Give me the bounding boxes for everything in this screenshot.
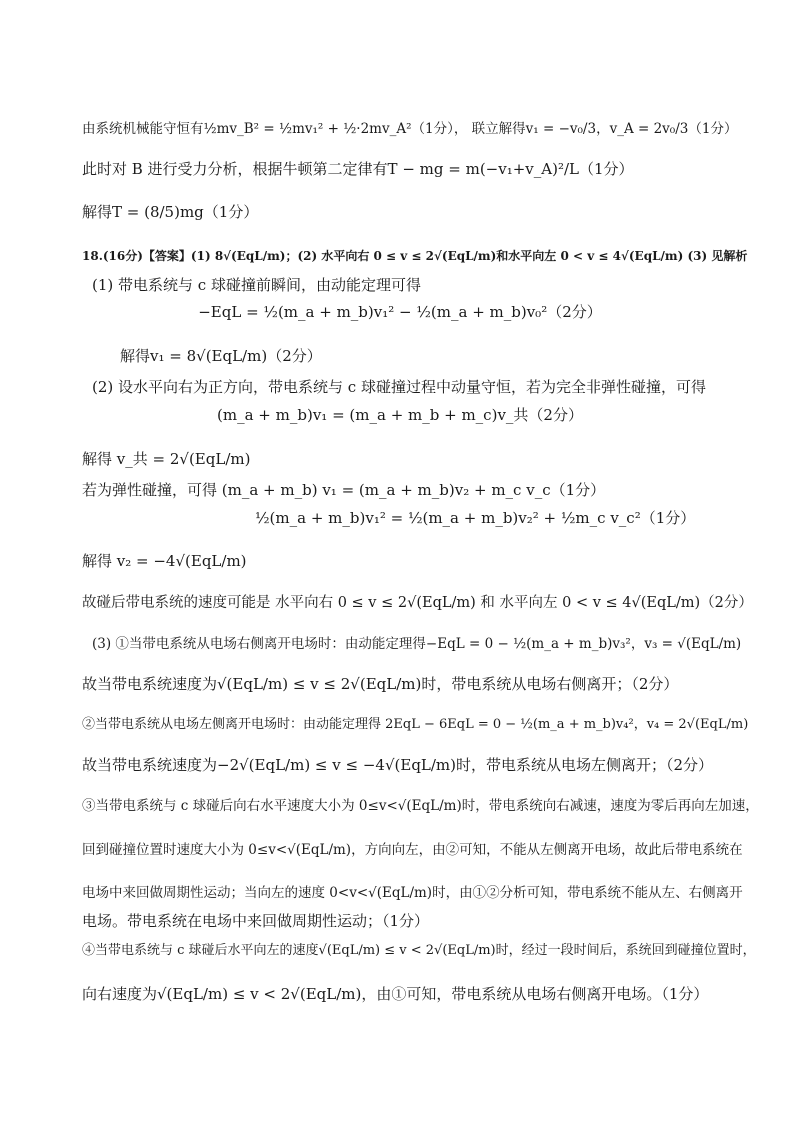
post-collision-velocity-summary: 故碰后带电系统的速度可能是 水平向右 0 ≤ v ≤ 2√(EqL/m) 和 水平向左 0 < v ≤ 4√(EqL/m)（2分） bbox=[82, 595, 753, 611]
elastic-momentum-line: 若为弹性碰撞，可得 (m_a + m_b) v₁ = (m_a + m_b)v₂ + m_c v_c（1分） bbox=[82, 481, 606, 499]
part1-equation: −EqL = ½(m_a + m_b)v₁² − ½(m_a + m_b)v₀²（2分） bbox=[198, 303, 602, 321]
inelastic-equation: (m_a + m_b)v₁ = (m_a + m_b + m_c)v_共（2分） bbox=[217, 406, 583, 424]
part3-case2-conclusion: 故当带电系统速度为−2√(EqL/m) ≤ v ≤ −4√(EqL/m)时，带电系统从电场左侧离开；（2分） bbox=[82, 756, 714, 774]
part3-case1: (3) ①当带电系统从电场右侧离开电场时：由动能定理得−EqL = 0 − ½(m_a + m_b)v₃²，v₃ = √(EqL/m) bbox=[92, 636, 742, 652]
v2-result: 解得 v₂ = −4√(EqL/m) bbox=[82, 552, 247, 570]
part3-case3-line4: 电场。带电系统在电场中来回做周期性运动；（1分） bbox=[82, 912, 430, 930]
part1-result: 解得v₁ = 8√(EqL/m)（2分） bbox=[120, 347, 322, 365]
tension-result-line: 解得T = (8/5)mg（1分） bbox=[82, 203, 259, 221]
part3-case2: ②当带电系统从电场左侧离开电场时：由动能定理得 2EqL − 6EqL = 0 − ½(m_a + m_b)v₄²，v₄ = 2√(EqL/m) bbox=[82, 717, 749, 732]
common-velocity-result: 解得 v_共 = 2√(EqL/m) bbox=[82, 450, 251, 468]
part3-case4-line1: ④当带电系统与 c 球碰后水平向左的速度√(EqL/m) ≤ v < 2√(EqL/m)时，经过一段时间后，系统回到碰撞位置时， bbox=[82, 943, 756, 958]
part3-case4-line2: 向右速度为√(EqL/m) ≤ v < 2√(EqL/m)，由①可知，带电系统从电场右侧离开电场。（1分） bbox=[82, 985, 709, 1003]
energy-conservation-line: 由系统机械能守恒有½mv_B² = ½mv₁² + ½·2mv_A²（1分）， 联立解得v₁ = −v₀/3，v_A = 2v₀/3（1分） bbox=[82, 121, 738, 137]
part3-case3-line1: ③当带电系统与 c 球碰后向右水平速度大小为 0≤v<√(EqL/m)时，带电系统向右减速，速度为零后再向左加速， bbox=[82, 798, 759, 814]
part2-intro-line: (2) 设水平向右为正方向，带电系统与 c 球碰撞过程中动量守恒，若为完全非弹性碰撞，可得 bbox=[92, 378, 706, 396]
part3-case3-line3: 电场中来回做周期性运动；当向左的速度 0<v<√(EqL/m)时，由①②分析可知，带电系统不能从左、右侧离开 bbox=[82, 885, 743, 901]
force-analysis-line: 此时对 B 进行受力分析，根据牛顿第二定律有T − mg = m(−v₁+v_A)²/L（1分） bbox=[82, 160, 634, 178]
q18-answer-line: 18.(16分)【答案】(1) 8√(EqL/m)；(2) 水平向右 0 ≤ v ≤ 2√(EqL/m)和水平向左 0 < v ≤ 4√(EqL/m) (3) 见解析 bbox=[82, 249, 748, 263]
elastic-energy-line: ½(m_a + m_b)v₁² = ½(m_a + m_b)v₂² + ½m_c v_c²（1分） bbox=[255, 509, 696, 527]
part3-case1-conclusion: 故当带电系统速度为√(EqL/m) ≤ v ≤ 2√(EqL/m)时，带电系统从电场右侧离开；（2分） bbox=[82, 675, 679, 693]
part1-intro-line: (1) 带电系统与 c 球碰撞前瞬间，由动能定理可得 bbox=[92, 276, 421, 294]
part3-case3-line2: 回到碰撞位置时速度大小为 0≤v<√(EqL/m)，方向向左，由②可知，不能从左侧离开电场，故此后带电系统在 bbox=[82, 842, 743, 858]
